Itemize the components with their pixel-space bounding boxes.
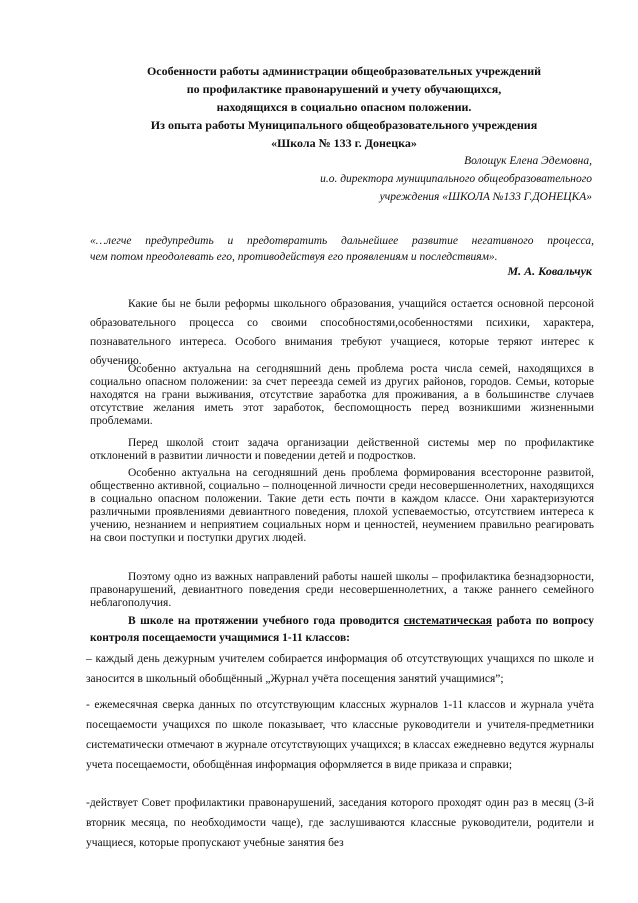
epigraph-line-2: чем потом преодолевать его, противодействуя его проявлениям и последствиям». — [90, 251, 498, 263]
list-item-2: - ежемесячная сверка данных по отсутствующим классных журналов 1-11 классов и журнала учёта посещаемости учащихся по школе показывает, что классные руководители и учителя-предметники систематически отмечают в журнале отсутствующих учащихся; в классах ежедневно ведутся журналы учета посещаемости, обобщённая информация оформляется в виде приказа и справки; — [86, 699, 594, 771]
paragraph-5: Поэтому одно из важных направлений работы нашей школы – профилактика безнадзорности, правонарушений, девиантного поведения среди несовершеннолетних, а также раннего семейного неблагополучия. — [90, 571, 594, 609]
paragraph-6 — [90, 613, 594, 647]
author-name: Волощук Елена Эдемовна, — [464, 155, 592, 167]
list-item-1: – каждый день дежурным учителем собирается информация об отсутствующих учащихся по школе и заносится в школьный обобщённый „Журнал учёта посещения занятий учащимися”; — [86, 653, 594, 685]
paragraph-3: Перед школой стоит задача организации действенной системы мер по профилактике отклонений в развитии личности и поведении детей и подростков. — [90, 437, 594, 462]
list-item-3: -действует Совет профилактики правонарушений, заседания которого проходят один раз в месяц (3-й вторник месяца, по необходимости чаще), где заслушиваются классные руководители, родители и учащиеся, которые пропускают учебные занятия без — [86, 797, 594, 849]
title-line-5: «Школа № 133 г. Донецка» — [271, 136, 417, 150]
paragraph-2: Особенно актуальна на сегодняшний день проблема роста числа семей, находящихся в социально опасном положении: за счет переезда семей из других районов, городов. Семьи, которые находятся на грани выживания, отсутствие заработка для проживания, а в большинстве случаев отсутствие желания иметь этот заработок, беспомощность перед возникшими жизненными проблемами. — [90, 363, 594, 427]
title-line-1: Особенности работы администрации общеобразовательных учреждений — [146, 64, 542, 78]
title-line-4: Из опыта работы Муниципального общеобразовательного учреждения — [150, 118, 538, 132]
epigraph-signature: М. А. Ковальчук — [507, 264, 592, 278]
author-position-2: учреждения «ШКОЛА №133 Г.ДОНЕЦКА» — [379, 191, 592, 203]
paragraph-6-part-a: В школе на протяжении учебного года проводится — [128, 615, 404, 627]
title-line-2: по профилактике правонарушений и учету обучающихся, — [186, 82, 502, 96]
title-line-3: находящихся в социально опасном положении. — [216, 100, 472, 114]
epigraph-line-1: «…легче предупредить и предотвратить дальнейшее развитие негативного процесса, — [90, 235, 594, 247]
paragraph-6-part-b: работа по вопросу контроля посещаемости учащимися 1-11 классов: — [90, 615, 594, 644]
paragraph-1: Какие бы не были реформы школьного образования, учащийся остается основной персоной образовательного процесса со своими способностями,особенностями психики, характера, познавательного интереса. Особого внимания требуют учащиеся, которые теряют интерес к обучению. — [90, 298, 594, 367]
paragraph-6-underlined: систематическая — [403, 615, 493, 627]
paragraph-4: Особенно актуальна на сегодняшний день проблема формирования всесторонне развитой, общественно активной, социально – полноценной личности среди несовершеннолетних, находящихся в социально опасном положении. Такие дети есть почти в каждом классе. Они характеризуются различными проявлениями девиантного поведения, плохой успеваемостью, отсутствием интереса к учению, незнанием и неприятием социальных норм и ценностей, неумением правильно реагировать на свои поступки и поступки других людей. — [90, 467, 594, 544]
author-position-1: и.о. директора муниципального общеобразовательного — [320, 173, 592, 185]
